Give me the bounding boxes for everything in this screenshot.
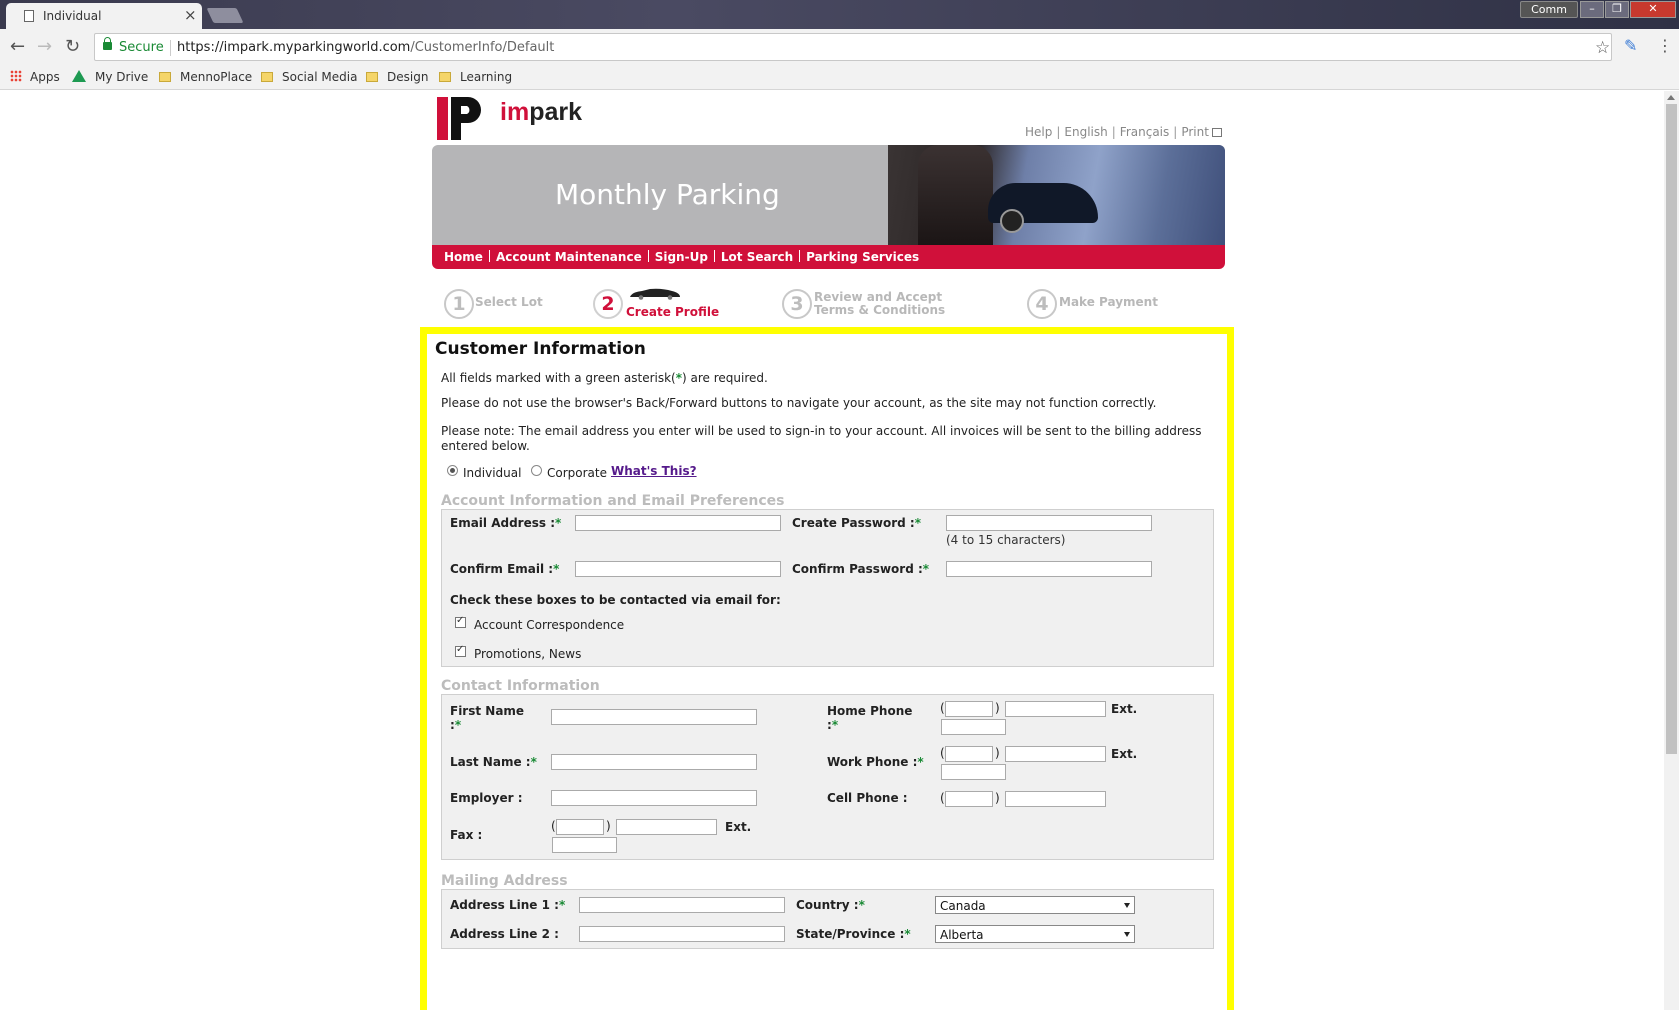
work-phone-area-code-input[interactable] (945, 746, 993, 762)
browser-menu-icon[interactable]: ⋮ (1657, 36, 1673, 55)
create-password-label-text: Create Password : (792, 516, 915, 530)
bookmark-label: Apps (30, 70, 60, 84)
step-2-label: Create Profile (626, 305, 720, 319)
correspondence-label: Account Correspondence (474, 618, 625, 632)
banner-car-image (988, 183, 1098, 223)
corporate-radio-label: Corporate (547, 466, 607, 480)
mailing-section-title: Mailing Address (441, 873, 568, 889)
confirm-password-label-text: Confirm Password : (792, 562, 923, 576)
cell-phone-number-input[interactable] (1005, 791, 1106, 807)
browser-toolbar (0, 29, 1679, 65)
profile-button[interactable]: Comm (1520, 1, 1578, 18)
email-label-text: Email Address : (450, 516, 555, 530)
individual-radio-label: Individual (463, 466, 522, 480)
bookmark-apps[interactable] (10, 69, 60, 85)
forward-arrow-icon[interactable]: → (37, 36, 53, 57)
paren: ) (995, 746, 1000, 760)
promotions-checkbox[interactable] (455, 646, 466, 657)
nav-account-maintenance[interactable]: Account Maintenance (495, 250, 642, 264)
first-name-input[interactable] (551, 709, 757, 725)
correspondence-checkbox[interactable] (455, 617, 466, 628)
printer-icon[interactable] (1212, 128, 1222, 137)
corporate-radio[interactable] (531, 465, 542, 476)
omnibox-divider (170, 40, 171, 56)
paren: ) (606, 819, 611, 833)
english-link[interactable]: English (1064, 125, 1108, 139)
impark-logo-icon[interactable] (437, 97, 482, 140)
banner-title: Monthly Parking (555, 178, 780, 211)
bookmark-label: Design (387, 70, 429, 84)
required-asterisk: * (904, 927, 911, 941)
required-note-pre: All fields marked with a green asterisk( (441, 371, 676, 385)
reload-icon[interactable]: ↻ (65, 36, 81, 57)
paren: ) (995, 701, 1000, 715)
step-4-label: Make Payment (1059, 295, 1158, 309)
contact-prompt: Check these boxes to be contacted via email for: (450, 593, 781, 607)
employer-input[interactable] (551, 790, 757, 806)
work-phone-number-input[interactable] (1005, 746, 1106, 762)
header-links: Help | English | Français | Print (1025, 125, 1222, 139)
extension-icon[interactable]: ✎ (1624, 36, 1638, 55)
bookmark-mennoplace[interactable] (159, 69, 252, 85)
country-label-text: Country : (796, 898, 859, 912)
banner-person-image (918, 145, 993, 245)
page-icon (24, 10, 34, 22)
lock-icon (103, 42, 112, 50)
step-3-label (814, 291, 945, 317)
first-name-label (450, 704, 524, 732)
fax-area-code-input[interactable] (556, 819, 604, 835)
fax-ext-input[interactable] (552, 837, 617, 853)
required-asterisk: * (553, 562, 560, 576)
scroll-thumb[interactable] (1666, 104, 1677, 754)
required-asterisk: * (917, 755, 924, 769)
required-asterisk: * (555, 516, 562, 530)
cell-phone-label: Cell Phone : (827, 791, 908, 805)
bookmark-label: MennoPlace (180, 70, 253, 84)
paren: ( (940, 791, 945, 805)
last-name-label (450, 755, 537, 769)
logo-park: park (529, 98, 582, 126)
dropdown-arrow-icon (1124, 903, 1130, 908)
banner (432, 145, 1225, 245)
whats-this-link[interactable]: What's This? (611, 464, 697, 478)
home-phone-label-text: Home Phone (827, 704, 913, 718)
address-line-1-label (450, 898, 565, 912)
fax-label: Fax : (450, 828, 483, 842)
step-3-number: 3 (782, 289, 812, 319)
url-text[interactable] (177, 40, 554, 55)
step-1-number: 1 (444, 289, 474, 319)
browser-tab-strip (0, 0, 1679, 29)
nav-home[interactable]: Home (444, 250, 483, 264)
url-host: https://impark.myparkingworld.com (177, 40, 411, 55)
nav-parking-services[interactable]: Parking Services (806, 250, 920, 264)
create-password-label (792, 516, 921, 530)
bookmark-social-media[interactable] (261, 69, 357, 85)
main-nav (432, 245, 1225, 269)
last-name-input[interactable] (551, 754, 757, 770)
bookmark-star-icon[interactable]: ☆ (1595, 38, 1611, 58)
help-link[interactable]: Help (1025, 125, 1053, 139)
state-province-select[interactable] (935, 925, 1135, 943)
home-phone-label (827, 704, 912, 732)
address-line-1-label-text: Address Line 1 : (450, 898, 559, 912)
folder-icon (439, 72, 451, 82)
url-path: /CustomerInfo/Default (410, 40, 555, 55)
step-4-number: 4 (1027, 289, 1057, 319)
step-2-number: 2 (593, 289, 623, 319)
address-line-1-input[interactable] (579, 897, 785, 913)
confirm-email-label-text: Confirm Email : (450, 562, 554, 576)
last-name-label-text: Last Name : (450, 755, 531, 769)
folder-icon (159, 72, 171, 82)
required-asterisk: * (914, 516, 921, 530)
work-phone-ext-label: Ext. (1111, 747, 1138, 761)
paren: ( (940, 701, 945, 715)
restore-icon[interactable]: ❐ (1605, 1, 1629, 18)
state-selected-value: Alberta (940, 928, 984, 942)
nav-sign-up[interactable]: Sign-Up (654, 250, 708, 264)
home-phone-area-code-input[interactable] (945, 701, 993, 717)
first-name-label-colon: : (450, 718, 455, 732)
required-asterisk: * (922, 562, 930, 576)
bookmark-design[interactable] (366, 69, 428, 85)
minimize-icon[interactable]: – (1580, 1, 1604, 18)
work-phone-ext-input[interactable] (941, 764, 1006, 780)
required-note-post: ) are required. (682, 371, 768, 385)
bookmark-label: Social Media (282, 70, 358, 84)
employer-label: Employer : (450, 791, 523, 805)
banner-photo (888, 145, 1225, 245)
navigation-warning: Please do not use the browser's Back/Forward buttons to navigate your account, as the site may not function correctly. (441, 396, 1157, 410)
bookmark-learning[interactable] (439, 69, 512, 85)
address-line-2-input[interactable] (579, 926, 785, 942)
back-arrow-icon[interactable]: ← (10, 36, 26, 57)
work-phone-label (827, 755, 924, 769)
first-name-label-text: First Name (450, 704, 525, 718)
nav-lot-search[interactable]: Lot Search (720, 250, 794, 264)
confirm-password-label (792, 562, 929, 576)
bookmark-label: Learning (460, 70, 513, 84)
folder-icon (366, 72, 378, 82)
paren: ( (940, 746, 945, 760)
bookmark-my-drive[interactable] (72, 69, 148, 85)
required-asterisk: * (831, 718, 839, 732)
required-asterisk: * (558, 898, 566, 912)
page-scrollbar[interactable] (1664, 91, 1679, 1010)
step-3-label-line1: Review and Accept (814, 290, 943, 304)
new-tab-button[interactable] (207, 8, 244, 23)
paren: ( (551, 819, 556, 833)
account-section-title: Account Information and Email Preferences (441, 493, 785, 509)
home-phone-ext-input[interactable] (941, 719, 1006, 735)
required-asterisk: * (858, 898, 865, 912)
email-note: Please note: The email address you enter will be used to sign-in to your account. All invoices will be sent to the billing address entered below. (441, 424, 1202, 453)
page-title: Customer Information (435, 339, 646, 359)
work-phone-label-text: Work Phone : (827, 755, 918, 769)
logo-im: im (500, 98, 530, 126)
promotions-label: Promotions, News (474, 647, 582, 661)
address-bar[interactable] (94, 33, 1612, 61)
required-asterisk: * (454, 718, 462, 732)
francais-link[interactable]: Français (1119, 125, 1170, 139)
drive-icon (72, 70, 86, 82)
impark-wordmark[interactable] (500, 98, 582, 127)
email-label (450, 516, 561, 530)
step-1-label: Select Lot (475, 295, 543, 309)
email-input[interactable] (575, 515, 781, 531)
bookmark-label: My Drive (95, 70, 149, 84)
confirm-password-input[interactable] (946, 561, 1152, 577)
required-asterisk: * (530, 755, 537, 769)
browser-tab[interactable] (6, 3, 202, 29)
country-label (796, 898, 865, 912)
account-panel (441, 509, 1214, 667)
cell-phone-area-code-input[interactable] (945, 791, 993, 807)
print-link[interactable]: Print (1181, 125, 1209, 139)
apps-grid-icon (10, 70, 22, 82)
individual-radio[interactable] (447, 465, 458, 476)
close-tab-icon[interactable]: × (184, 6, 197, 24)
fax-number-input[interactable] (616, 819, 717, 835)
dropdown-arrow-icon (1124, 932, 1130, 937)
country-selected-value: Canada (940, 899, 986, 913)
car-icon (628, 288, 682, 300)
state-province-label-text: State/Province : (796, 927, 905, 941)
password-hint: (4 to 15 characters) (946, 533, 1066, 547)
scroll-up-arrow-icon[interactable] (1667, 95, 1675, 100)
confirm-email-input[interactable] (575, 561, 781, 577)
confirm-email-label (450, 562, 559, 576)
contact-section-title: Contact Information (441, 678, 600, 694)
tab-title: Individual (43, 9, 102, 23)
secure-label: Secure (119, 40, 164, 55)
country-select[interactable] (935, 896, 1135, 914)
home-phone-ext-label: Ext. (1111, 702, 1138, 716)
paren: ) (995, 791, 1000, 805)
home-phone-label-colon: : (827, 718, 832, 732)
fax-ext-label: Ext. (725, 820, 752, 834)
create-password-input[interactable] (946, 515, 1152, 531)
address-line-2-label: Address Line 2 : (450, 927, 559, 941)
step-3-label-line2: Terms & Conditions (814, 303, 946, 317)
required-asterisk: * (675, 371, 683, 385)
required-note (441, 371, 768, 386)
bookmarks-bar (0, 65, 1679, 90)
state-province-label (796, 927, 911, 941)
folder-icon (261, 72, 273, 82)
page-viewport (0, 91, 1664, 1010)
home-phone-number-input[interactable] (1005, 701, 1106, 717)
window-close-icon[interactable]: ✕ (1630, 1, 1676, 18)
